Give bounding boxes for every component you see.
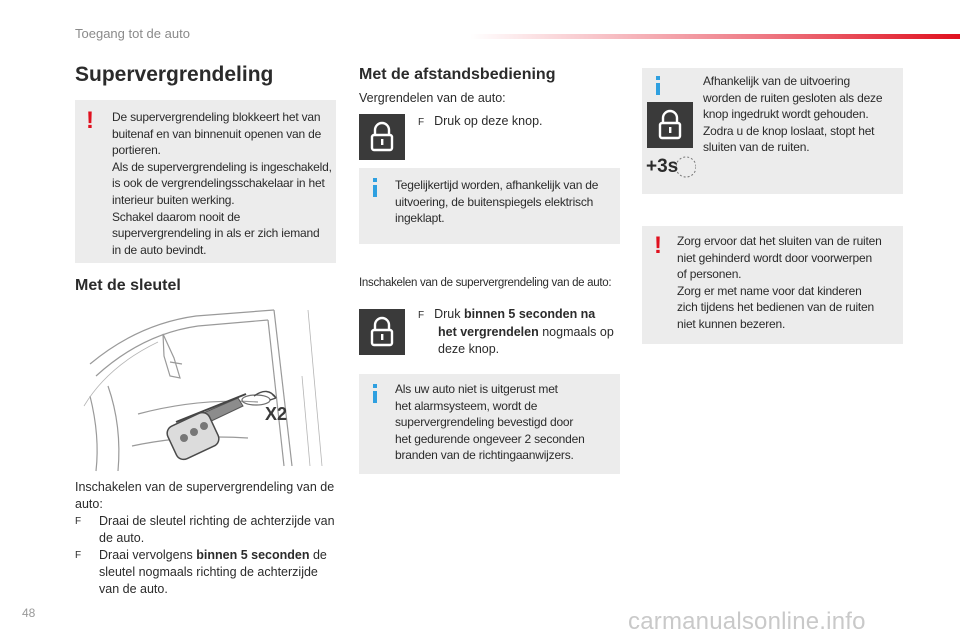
warning-text: De supervergrendeling blokkeert het van buitenaf en van binnenuit openen van de portieren. Als de supervergrendeling is ingeschakeld, is ook de vergrendelingsschakelaar in het interieur buiten werking. Schakel daarom nooit de supervergrendeling in als er zich iemand in de auto bevindt. <box>112 110 332 257</box>
timer-icon <box>676 148 696 186</box>
lock-icon <box>359 114 405 160</box>
warning-icon: ! <box>86 107 94 134</box>
page-title: Supervergrendeling <box>75 63 274 86</box>
info-text-mirrors: Tegelijkertijd worden, afhankelijk van de uitvoering, de buitenspiegels elektrisch ingeklapt. <box>395 178 599 226</box>
lock-button-tile-2 <box>359 309 405 355</box>
car-door-key-illustration <box>78 306 334 472</box>
page-number: 48 <box>22 606 36 620</box>
press-step: F Druk op deze knop. <box>418 114 543 128</box>
info-text-windows: Afhankelijk van de uitvoering worden de ruiten gesloten als deze knop ingedrukt wordt gehouden. Zodra u de knop loslaat, stopt het sluiten van de ruiten. <box>703 74 883 155</box>
watermark: carmanualsonline.info <box>628 608 866 635</box>
lock-button-tile-3 <box>647 102 693 148</box>
warning-text-windows: Zorg ervoor dat het sluiten van de ruiten niet gehinderd wordt door voorwerpen of personen. Zorg er met name voor dat kinderen zich tijdens het bedienen van de ruiten niet kunnen bezeren. <box>677 234 882 331</box>
info-box-windows <box>642 68 903 194</box>
warning-box-supervergrendeling <box>75 100 336 263</box>
info-text-alarm: Als uw auto niet is uitgerust met het alarmsysteem, wordt de supervergrendeling bevestigd door het gedurende ongeveer 2 seconden branden van de richtingaanwijzers. <box>395 382 585 463</box>
info-icon <box>656 83 660 95</box>
remote-heading: Met de afstandsbediening <box>359 66 556 83</box>
lock-icon <box>359 309 405 355</box>
section-title: Toegang tot de auto <box>75 26 190 41</box>
lock-icon <box>647 102 693 148</box>
lock-button-tile <box>359 114 405 160</box>
bullet-arrow-icon: F <box>75 550 82 561</box>
illustration-label-x2: X2 <box>265 404 288 424</box>
info-box-mirrors <box>359 168 620 244</box>
super-label: Inschakelen van de supervergrendeling van de auto: <box>359 277 612 289</box>
press-again-step: F Druk binnen 5 seconden na het vergrendelen nogmaals op deze knop. <box>418 307 614 356</box>
info-icon <box>373 391 377 403</box>
warning-icon: ! <box>654 232 662 259</box>
timer-label: +3s <box>646 156 679 177</box>
bullet-arrow-icon: F <box>418 117 425 128</box>
bullet-arrow-icon: F <box>418 310 425 321</box>
info-box-alarm <box>359 374 620 474</box>
lock-label: Vergrendelen van de auto: <box>359 91 506 105</box>
key-heading: Met de sleutel <box>75 277 181 294</box>
bullet-arrow-icon: F <box>75 516 82 527</box>
warning-box-windows <box>642 226 903 344</box>
header-rule <box>470 34 960 39</box>
info-icon <box>373 185 377 197</box>
key-instructions: Inschakelen van de supervergrendeling van de auto: F Draai de sleutel richting de achterzijde van de auto. F Draai vervolgens binnen 5 seconden de sleutel nogmaals richting de achterzijde van de auto. <box>75 480 335 596</box>
